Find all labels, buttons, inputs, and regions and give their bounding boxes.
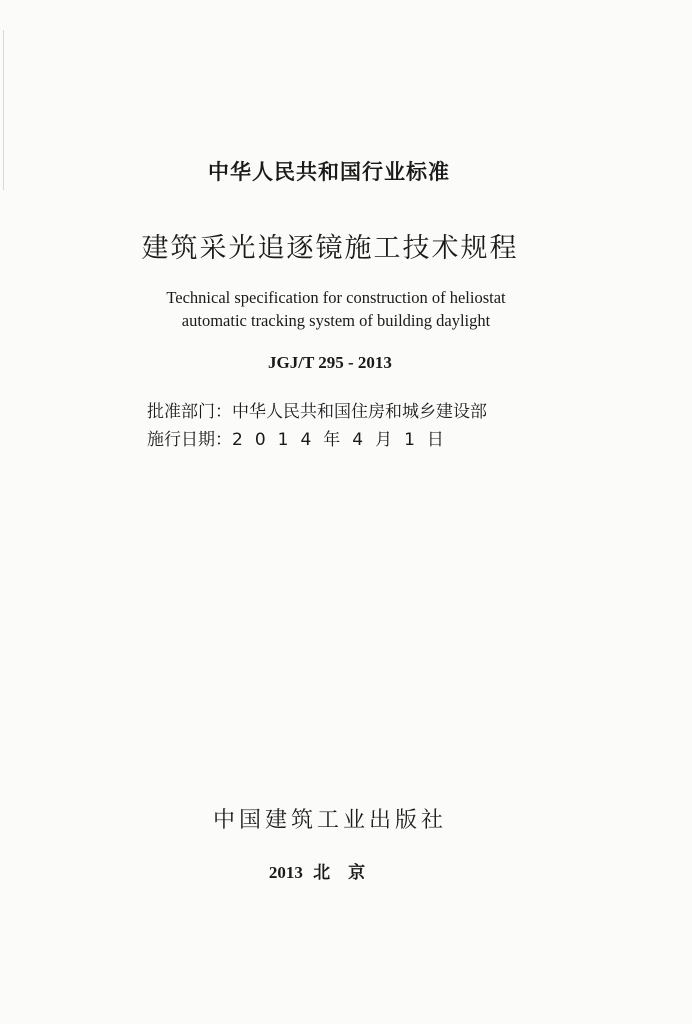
approval-row	[147, 398, 487, 426]
approval-info	[147, 398, 487, 454]
document-title-en	[0, 286, 672, 332]
standard-class-heading: 中华人民共和国行业标准	[208, 160, 450, 184]
title-en-line-1: Technical specification for construction of heliostat	[166, 288, 506, 307]
effective-date-row	[147, 426, 487, 454]
approval-value: 中华人民共和国住房和城乡建设部	[232, 402, 487, 422]
approval-label: 批准部门：	[147, 402, 232, 422]
publication-place	[0, 858, 652, 883]
publication-city: 北京	[313, 863, 384, 882]
title-en-line-2: automatic tracking system of building daylight	[181, 311, 491, 330]
publication-year: 2013	[268, 863, 303, 882]
effective-date-label: 施行日期：	[147, 430, 232, 450]
document-title-cn: 建筑采光追逐镜施工技术规程	[141, 233, 519, 264]
effective-date-value: 2014年4月1日	[232, 430, 456, 450]
standard-code: JGJ/T 295 - 2013	[268, 353, 392, 372]
publisher-name: 中国建筑工业出版社	[212, 808, 447, 833]
